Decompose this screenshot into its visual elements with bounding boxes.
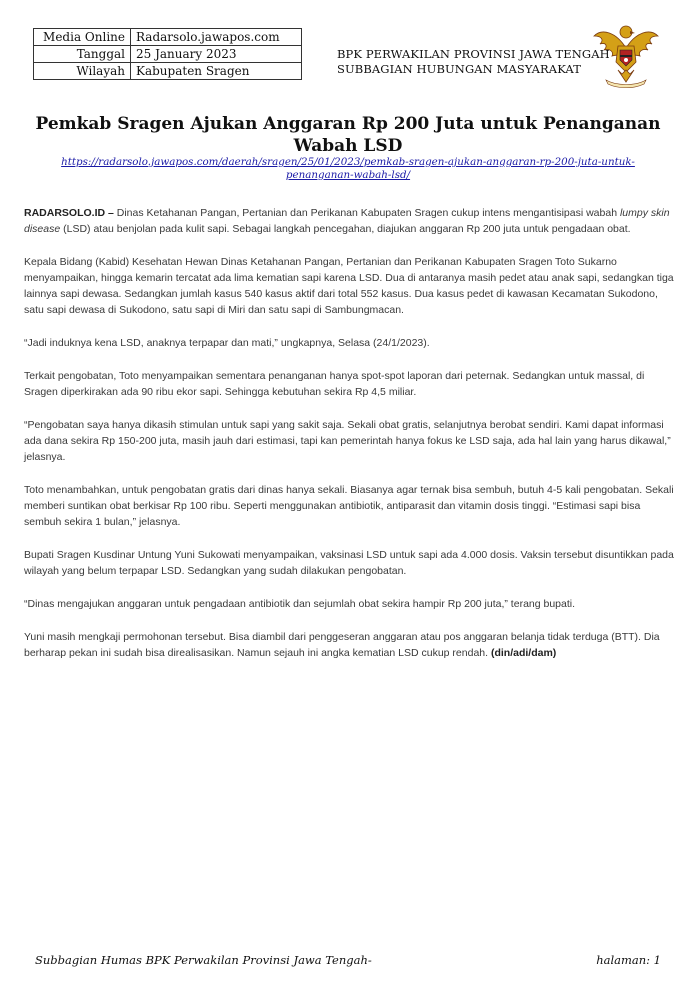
paragraph-6: Toto menambahkan, untuk pengobatan gratis dari dinas hanya sekali. Biasanya agar ternak bisa sembuh, butuh 4-5 kali pengobatan. Sekali memberi suntikan obat berkisar Rp 100 ribu. Seperti menggunakan antibiotik, antiparasit dan vitamin dosis tinggi. “Estimasi sapi bisa sembuh sekira 1 bulan,” jelasnya. bbox=[24, 484, 674, 528]
region-label: Wilayah bbox=[34, 63, 131, 80]
paragraph-1-emphasis: lumpy skin disease bbox=[24, 207, 670, 235]
page-footer bbox=[35, 953, 661, 967]
paragraph-7: Bupati Sragen Kusdinar Untung Yuni Sukowati menyampaikan, vaksinasi LSD untuk sapi ada 4.000 dosis. Vaksin tersebut disuntikkan pada wilayah yang belum terpapar LSD. Sedangkan yang sudah dilakukan pengobatan. bbox=[24, 549, 674, 577]
paragraph-1 bbox=[24, 205, 674, 237]
paragraph-1-text-b: (LSD) atau benjolan pada kulit sapi. Sebagai langkah pencegahan, diajukan anggaran Rp 200 juta untuk pengadaan obat. bbox=[60, 223, 631, 235]
article-title: Pemkab Sragen Ajukan Anggaran Rp 200 Juta untuk Penanganan Wabah LSD bbox=[35, 114, 661, 156]
paragraph-9 bbox=[24, 629, 674, 661]
paragraph-9-text: Yuni masih mengkaji permohonan tersebut. Bisa diambil dari penggeseran anggaran atau pos anggaran belanja tidak terduga (BTT). Dia berharap pekan ini sudah bisa direalisasikan. Namun sejauh ini angka kematian LSD cukup rendah. bbox=[24, 631, 660, 659]
region-value: Kabupaten Sragen bbox=[131, 63, 302, 80]
author-signature: (din/adi/dam) bbox=[490, 647, 557, 659]
organization-header bbox=[337, 47, 610, 77]
date-label: Tanggal bbox=[34, 46, 131, 63]
paragraph-8: “Dinas mengajukan anggaran untuk pengadaan antibiotik dan sejumlah obat sekira hampir Rp 200 juta,” terang bupati. bbox=[24, 598, 576, 610]
media-value: Radarsolo.jawapos.com bbox=[131, 29, 302, 46]
paragraph-5: “Pengobatan saya hanya dikasih stimulan untuk sapi yang sakit saja. Sekali obat gratis, selanjutnya berobat sendiri. Kami dapat informasi ada dana sekira Rp 150-200 juta, masih jauh dari estimasi, tapi kan pemerintah hanya fokus ke LSD saja, ada hal lain yang harus dikawal,” jelasnya. bbox=[24, 419, 671, 463]
date-value: 25 January 2023 bbox=[131, 46, 302, 63]
source-url-link[interactable]: https://radarsolo.jawapos.com/daerah/sragen/25/01/2023/pemkab-sragen-ajukan-anggaran-rp-200-juta-untuk-penanganan-wabah-lsd/ bbox=[61, 156, 635, 181]
date-row bbox=[34, 46, 302, 63]
org-line-1: BPK PERWAKILAN PROVINSI JAWA TENGAH bbox=[337, 47, 610, 61]
org-line-2: SUBBAGIAN HUBUNGAN MASYARAKAT bbox=[337, 62, 581, 76]
paragraph-4: Terkait pengobatan, Toto menyampaikan sementara penanganan hanya spot-spot laporan dari peternak. Sedangkan untuk massal, di Sragen diperkirakan ada 90 ribu ekor sapi. Sehingga kebutuhan sekira Rp 4,5 miliar. bbox=[24, 370, 645, 398]
media-label: Media Online bbox=[34, 29, 131, 46]
paragraph-1-text-a: Dinas Ketahanan Pangan, Pertanian dan Perikanan Kabupaten Sragen cukup intens mengantisipasi wabah bbox=[113, 207, 620, 219]
dateline: RADARSOLO.ID – bbox=[24, 207, 114, 219]
footer-left-text: Subbagian Humas BPK Perwakilan Provinsi Jawa Tengah- bbox=[35, 953, 372, 967]
region-row bbox=[34, 63, 302, 80]
article-body bbox=[24, 205, 674, 678]
garuda-emblem-icon bbox=[592, 18, 660, 90]
paragraph-3: “Jadi induknya kena LSD, anaknya terpapar dan mati,” ungkapnya, Selasa (24/1/2023). bbox=[24, 337, 430, 349]
media-info-table bbox=[33, 28, 302, 80]
paragraph-2: Kepala Bidang (Kabid) Kesehatan Hewan Dinas Ketahanan Pangan, Pertanian dan Perikanan Kabupaten Sragen Toto Sukarno menyampaikan, hingga kemarin tercatat ada lima kematian sapi karena LSD. Dua di antaranya masih pedet atau anak sapi, sedangkan tiga lainnya sapi dewasa. Sedangkan jumlah kasus 540 kasus aktif dari total 552 kasus. Dua kasus pedet di kawasan Kecamatan Sukodono, satu sapi dewasa di Sukodono, satu sapi di Miri dan satu sapi di Sambungmacan. bbox=[24, 256, 674, 316]
page-number: halaman: 1 bbox=[596, 953, 661, 967]
media-row bbox=[34, 29, 302, 46]
